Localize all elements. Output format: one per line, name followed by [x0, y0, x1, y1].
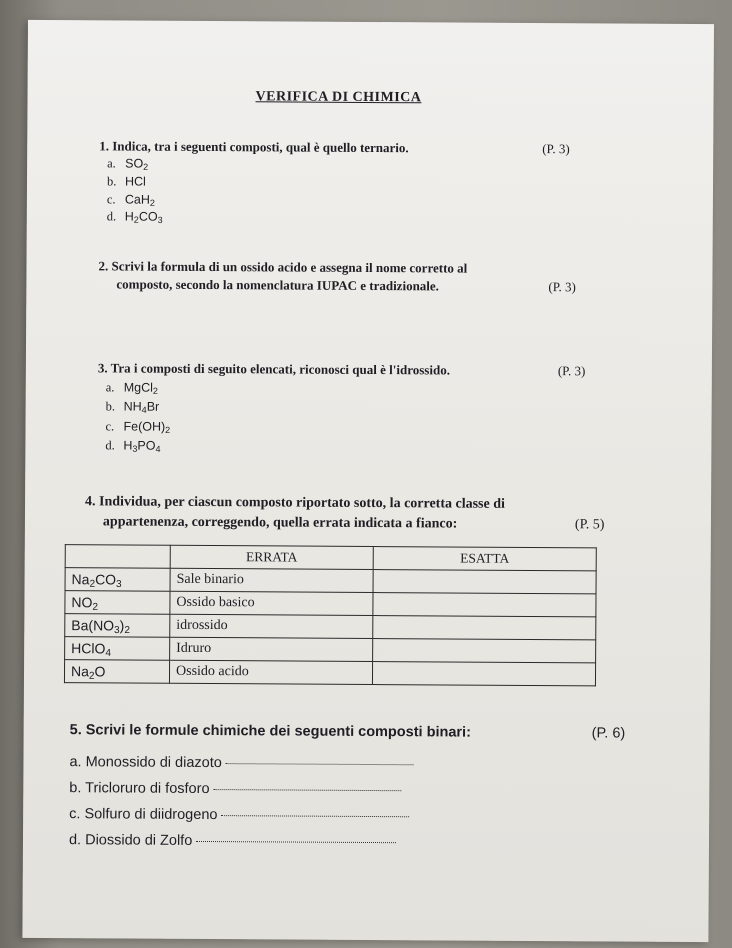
esatta-answer-cell[interactable] — [373, 639, 596, 663]
q3-option-b: b. $NH_4Br$ — [105, 399, 160, 415]
question-1-points: (P. 3) — [542, 141, 570, 157]
esatta-answer-cell[interactable] — [372, 662, 595, 686]
table-header-empty — [65, 545, 170, 569]
table-row — [64, 660, 595, 686]
answer-line[interactable] — [226, 762, 414, 765]
q5-item-c: c. Solfuro di diidrogeno — [69, 806, 409, 824]
compound-formula: $Na_2O$ — [64, 660, 169, 684]
errata-cell: idrossido — [170, 614, 373, 638]
q5-item-b: b. Tricloruro di fosforo — [69, 780, 401, 798]
question-4-points: (P. 5) — [574, 517, 605, 533]
esatta-answer-cell[interactable] — [373, 616, 596, 640]
errata-cell: Ossido basico — [170, 591, 373, 615]
table-row — [65, 614, 596, 640]
question-5-text: 5. Scrivi le formule chimiche dei seguenti composti binari: — [69, 722, 471, 741]
answer-line[interactable] — [196, 840, 396, 843]
table-row — [65, 568, 596, 594]
table-row — [65, 637, 596, 663]
page-title: VERIFICA DI CHIMICA — [255, 89, 422, 106]
question-2-points: (P. 3) — [548, 279, 576, 295]
compound-formula: $NO_2$ — [65, 591, 170, 615]
q3-option-a: a. MgCl$_2$ — [105, 380, 158, 396]
q1-option-d: d. $H_2CO_3$ — [106, 209, 163, 225]
q5-item-d: d. Diossido di Zolfo — [69, 832, 396, 850]
q3-option-d: d. $H_3PO_4$ — [105, 438, 161, 454]
compound-formula: $Ba(NO_3)_2$ — [65, 614, 170, 638]
errata-cell: Ossido acido — [169, 660, 372, 684]
errata-cell: Sale binario — [170, 568, 373, 592]
table-row — [65, 591, 596, 617]
esatta-answer-cell[interactable] — [373, 570, 596, 594]
question-4-line-2: appartenenza, correggendo, quella errata indicata a fianco: — [102, 514, 458, 532]
q5-item-a: a. Monossido di diazoto — [69, 754, 413, 772]
q3-option-c: c. $Fe(OH)_2$ — [105, 419, 171, 436]
table-header-row — [65, 545, 596, 571]
test-sheet — [22, 20, 714, 942]
q1-option-a: a. $SO_2$ — [107, 156, 149, 172]
table-header-errata: ERRATA — [170, 545, 373, 569]
q1-option-b: b. HCl — [106, 174, 146, 189]
compound-formula: $Na_2CO_3$ — [65, 568, 170, 592]
question-5-points: (P. 6) — [591, 725, 626, 742]
question-1-text: 1. Indica, tra i seguenti composti, qual è quello ternario. — [99, 138, 409, 156]
errata-cell: Idruro — [170, 637, 373, 661]
compound-formula: HClO$_4$ — [65, 637, 170, 661]
classification-table — [64, 544, 597, 686]
table-header-esatta: ESATTA — [373, 547, 596, 571]
q1-option-c: c. CaH$_2$ — [106, 192, 155, 208]
question-3-text: 3. Tra i composti di seguito elencati, riconosci qual è l'idrossido. — [97, 360, 451, 378]
question-2-line-2: composto, secondo la nomenclatura IUPAC e tradizionale. — [116, 276, 439, 294]
esatta-answer-cell[interactable] — [373, 593, 596, 617]
question-2-line-1: 2. Scrivi la formula di un ossido acido e assegna il nome corretto al — [98, 258, 468, 276]
question-3-points: (P. 3) — [557, 363, 586, 379]
answer-line[interactable] — [222, 814, 410, 817]
question-4-line-1: 4. Individua, per ciascun composto riportato sotto, la corretta classe di — [85, 494, 505, 512]
answer-line[interactable] — [214, 788, 402, 791]
